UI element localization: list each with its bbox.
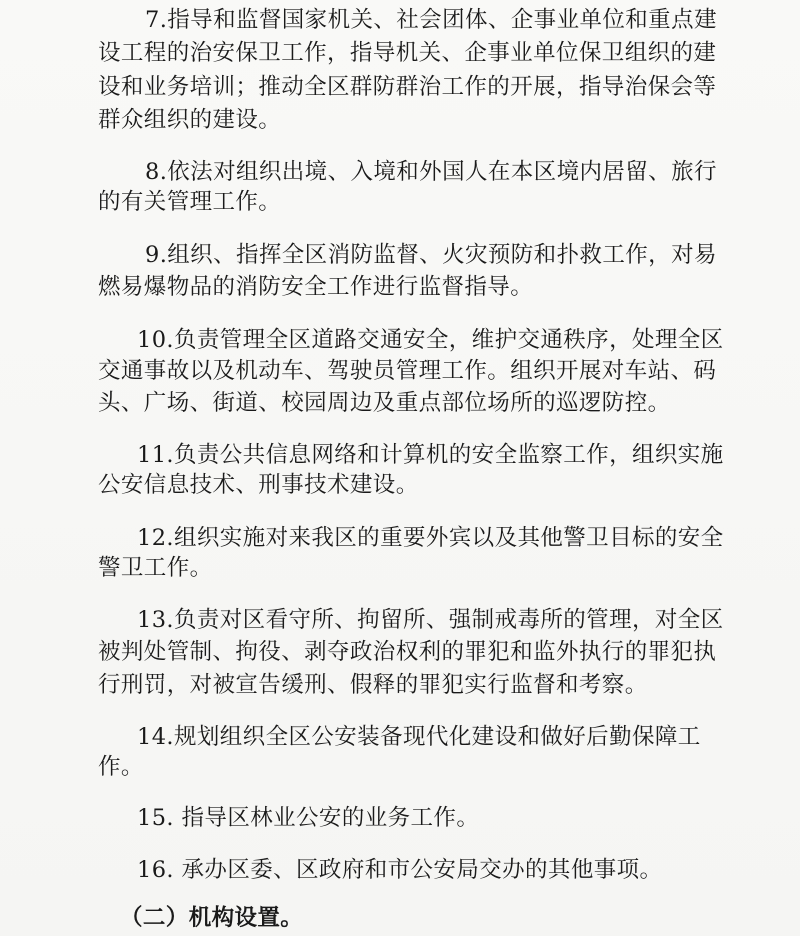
item-7-line-2: 设工程的治安保卫工作，指导机关、企事业单位保卫组织的建	[98, 40, 717, 66]
item-10-line-1: 10.负责管理全区道路交通安全，维护交通秩序，处理全区	[137, 327, 724, 353]
item-14-line-2: 作。	[98, 754, 144, 780]
item-7-line-3: 设和业务培训；推动全区群防群治工作的开展，指导治保会等	[98, 74, 717, 100]
item-10-line-3: 头、广场、街道、校园周边及重点部位场所的巡逻防控。	[98, 390, 671, 416]
item-9-line-2: 燃易爆物品的消防安全工作进行监督指导。	[98, 274, 534, 300]
item-8-line-2: 的有关管理工作。	[98, 189, 282, 215]
item-10-line-2: 交通事故以及机动车、驾驶员管理工作。组织开展对车站、码	[98, 358, 717, 384]
item-12-line-1: 12.组织实施对来我区的重要外宾以及其他警卫目标的安全	[137, 525, 724, 551]
item-13-line-1: 13.负责对区看守所、拘留所、强制戒毒所的管理，对全区	[137, 607, 724, 633]
item-13-line-2: 被判处管制、拘役、剥夺政治权利的罪犯和监外执行的罪犯执	[98, 639, 717, 665]
item-7-line-4: 群众组织的建设。	[98, 107, 282, 133]
item-11-line-1: 11.负责公共信息网络和计算机的安全监察工作，组织实施	[137, 442, 724, 468]
item-8-line-1: 8.依法对组织出境、入境和外国人在本区境内居留、旅行	[145, 159, 717, 185]
item-9-line-1: 9.组织、指挥全区消防监督、火灾预防和扑救工作，对易	[145, 242, 717, 268]
item-7-line-1: 7.指导和监督国家机关、社会团体、企事业单位和重点建	[145, 7, 717, 33]
item-12-line-2: 警卫工作。	[98, 555, 213, 581]
item-15-line-1: 15. 指导区林业公安的业务工作。	[137, 805, 480, 831]
item-13-line-3: 行刑罚，对被宣告缓刑、假释的罪犯实行监督和考察。	[98, 672, 648, 698]
item-16-line-1: 16. 承办区委、区政府和市公安局交办的其他事项。	[137, 857, 663, 883]
section-heading: （二）机构设置。	[120, 905, 304, 931]
item-14-line-1: 14.规划组织全区公安装备现代化建设和做好后勤保障工	[137, 724, 701, 750]
item-11-line-2: 公安信息技术、刑事技术建设。	[98, 472, 419, 498]
